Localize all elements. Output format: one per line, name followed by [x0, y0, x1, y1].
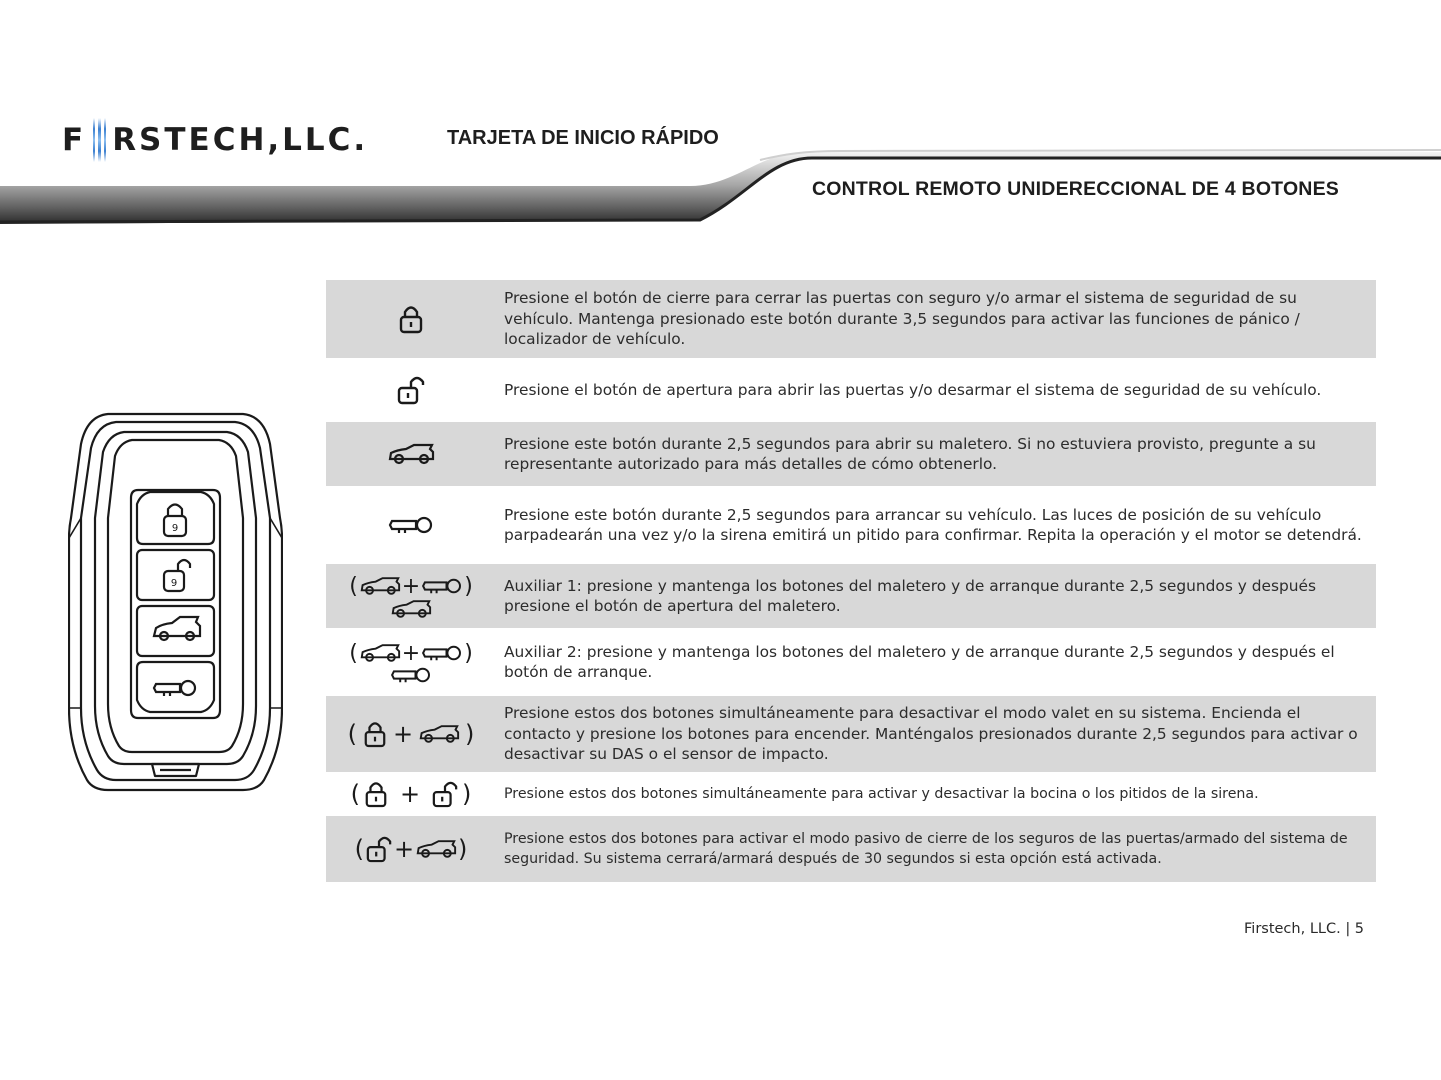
row-description: Presione el botón de cierre para cerrar las puertas con seguro y/o armar el sistema de seguridad de su vehículo. Mantenga presionado este botón durante 3,5 segundos para activar las funciones de pánico / localizador de vehículo. [504, 289, 1300, 349]
open-paren: ( [347, 720, 357, 748]
model-title: CONTROL REMOTO UNIDERECCIONAL DE 4 BOTONES [812, 178, 1340, 200]
table-row [326, 772, 1376, 816]
trunk-icon [419, 724, 459, 744]
unlock-icon [397, 375, 425, 405]
remote-fob-illustration [68, 408, 283, 794]
row-description: Auxiliar 1: presione y mantenga los botones del maletero y de arranque durante 2,5 segundos y después presione el botón de apertura del maletero. [504, 576, 1317, 615]
trunk-icon [360, 576, 400, 596]
remote-start-key-icon [422, 644, 462, 662]
fob-lock-button-icon [164, 505, 186, 537]
table-row [326, 816, 1376, 882]
table-row [326, 486, 1376, 564]
row-description: Presione este botón durante 2,5 segundos para abrir su maletero. Si no estuviera provisto, pregunte a su representante autorizado para más detalles de cómo obtenerlo. [504, 434, 1316, 473]
fob-unlock-button-icon [164, 560, 190, 591]
table-row [326, 628, 1376, 696]
unlock-icon [432, 780, 458, 808]
row-icons [326, 375, 496, 405]
row-icons [326, 780, 496, 808]
lock-icon [363, 720, 387, 748]
plus-sign: + [392, 720, 414, 748]
lock-icon [364, 780, 388, 808]
row-icons [326, 304, 496, 334]
trunk-icon [391, 599, 431, 619]
trunk-icon [388, 443, 434, 465]
table-row [326, 696, 1376, 772]
row-icons [326, 720, 496, 748]
plus-sign: + [399, 780, 421, 808]
page-footer: Firstech, LLC. | 5 [1244, 921, 1365, 937]
row-description: Presione estos dos botones simultáneamente para activar y desactivar la bocina o los pitidos de la sirena. [504, 785, 1259, 802]
page-subtitle: TARJETA DE INICIO RÁPIDO [447, 127, 719, 149]
row-icons [326, 515, 496, 535]
table-row [326, 564, 1376, 628]
close-paren: ) [462, 780, 472, 808]
table-row [326, 422, 1376, 486]
open-paren: ( [354, 835, 364, 863]
lock-icon [398, 304, 424, 334]
open-paren: ( [350, 780, 360, 808]
close-paren: ) [464, 640, 473, 666]
svg-text:9: 9 [171, 523, 179, 534]
remote-start-key-icon [391, 666, 431, 684]
logo-letter-f: F [62, 122, 87, 158]
open-paren: ( [349, 640, 358, 666]
row-description: Presione el botón de apertura para abrir las puertas y/o desarmar el sistema de seguridad de su vehículo. [504, 380, 1322, 399]
table-row [326, 280, 1376, 358]
fob-trunk-button-icon [154, 617, 200, 640]
close-paren: ) [464, 573, 473, 599]
plus-sign: + [401, 640, 421, 666]
close-paren: ) [458, 835, 468, 863]
row-icons [326, 443, 496, 465]
row-description: Presione este botón durante 2,5 segundos para arrancar su vehículo. Las luces de posición de su vehículo parpadearán una vez y/o la sirena emitirá un pitido para confirmar. Repita la operación y el motor se detendrá. [504, 505, 1362, 544]
row-description: Auxiliar 2: presione y mantenga los botones del maletero y de arranque durante 2,5 segundos y después el botón de arranque. [504, 642, 1335, 681]
open-paren: ( [349, 573, 358, 599]
close-paren: ) [465, 720, 475, 748]
row-icons [326, 641, 496, 684]
table-row [326, 358, 1376, 422]
row-icons [326, 835, 496, 863]
remote-start-key-icon [389, 515, 433, 535]
remote-start-key-icon [422, 577, 462, 595]
fob-start-button-icon [154, 681, 195, 696]
plus-sign: + [401, 573, 421, 599]
plus-sign: + [393, 835, 415, 863]
row-description: Presione estos dos botones para activar el modo pasivo de cierre de los seguros de las puertas/armado del sistema de seguridad. Su sistema cerrará/armará después de 30 segundos si esta opción está activada. [504, 830, 1348, 867]
button-functions-table [326, 280, 1376, 882]
svg-text:9: 9 [170, 578, 178, 589]
unlock-icon [366, 835, 392, 863]
trunk-icon [416, 839, 456, 859]
row-icons [326, 574, 496, 619]
logo-wordmark: RSTECH,LLC. [112, 122, 369, 158]
trunk-icon [360, 643, 400, 663]
row-description: Presione estos dos botones simultáneamente para desactivar el modo valet en su sistema. Encienda el contacto y presione los botones para encender. Manténgalos presionados durante 2,5 segundos para activar o desactivar su DAS o el sensor de impacto. [504, 704, 1358, 764]
